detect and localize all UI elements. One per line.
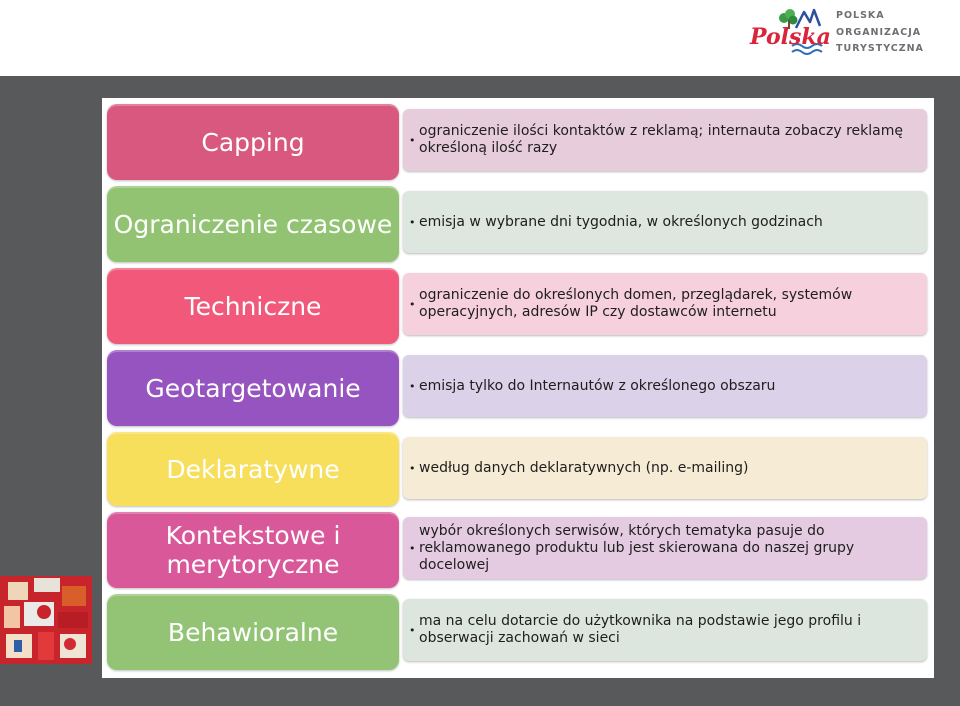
row-kontekstowe [107,512,929,592]
label-ograniczenie-czasowe: Ograniczenie czasowe [107,186,399,262]
label-behawioralne: Behawioralne [107,594,399,670]
description-techniczne [403,273,927,335]
description-text: ograniczenie do określonych domen, przeglądarek, systemów operacyjnych, adresów IP czy dostawców internetu [419,287,853,320]
organization-name: POLSKA ORGANIZACJA TURYSTYCZNA [836,10,924,54]
row-behawioralne [107,594,929,674]
description-geotargetowanie [403,355,927,417]
row-techniczne [107,268,929,348]
bullet: • [409,133,416,147]
description-capping [403,109,927,171]
label-kontekstowe: Kontekstowe i merytoryczne [107,512,399,588]
description-text: wybór określonych serwisów, których tematyka pasuje do reklamowanego produktu lub jest skierowana do naszej grupy docelowej [419,522,855,573]
bullet: • [409,379,416,393]
description-ograniczenie-czasowe [403,191,927,253]
bullet: • [409,297,416,311]
description-kontekstowe [403,517,927,579]
row-capping [107,104,929,184]
bullet: • [409,541,416,555]
polska-logo [748,6,938,62]
mosaic-graphic [0,576,92,664]
label-techniczne: Techniczne [107,268,399,344]
label-deklaratywne: Deklaratywne [107,432,399,506]
row-geotargetowanie [107,350,929,430]
row-deklaratywne [107,432,929,512]
description-text: emisja tylko do Internautów z określonego obszaru [419,377,776,394]
description-text: według danych deklaratywnych (np. e-mailing) [419,459,749,476]
bullet: • [409,461,416,475]
label-capping: Capping [107,104,399,180]
content-panel [102,98,934,678]
description-text: ograniczenie ilości kontaktów z reklamą; internauta zobaczy reklamę określoną ilość razy [419,123,903,156]
description-behawioralne [403,599,927,661]
bullet: • [409,623,416,637]
bullet: • [409,215,416,229]
polska-logo-icon [748,6,834,62]
description-text: ma na celu dotarcie do użytkownika na podstawie jego profilu i obserwacji zachowań w sieci [419,613,862,646]
description-deklaratywne [403,437,927,499]
label-geotargetowanie: Geotargetowanie [107,350,399,426]
decorative-mosaic [0,576,92,664]
header-band [0,0,960,76]
svg-text:Polska: Polska [750,24,831,50]
row-ograniczenie-czasowe [107,186,929,266]
description-text: emisja w wybrane dni tygodnia, w określonych godzinach [419,213,823,230]
